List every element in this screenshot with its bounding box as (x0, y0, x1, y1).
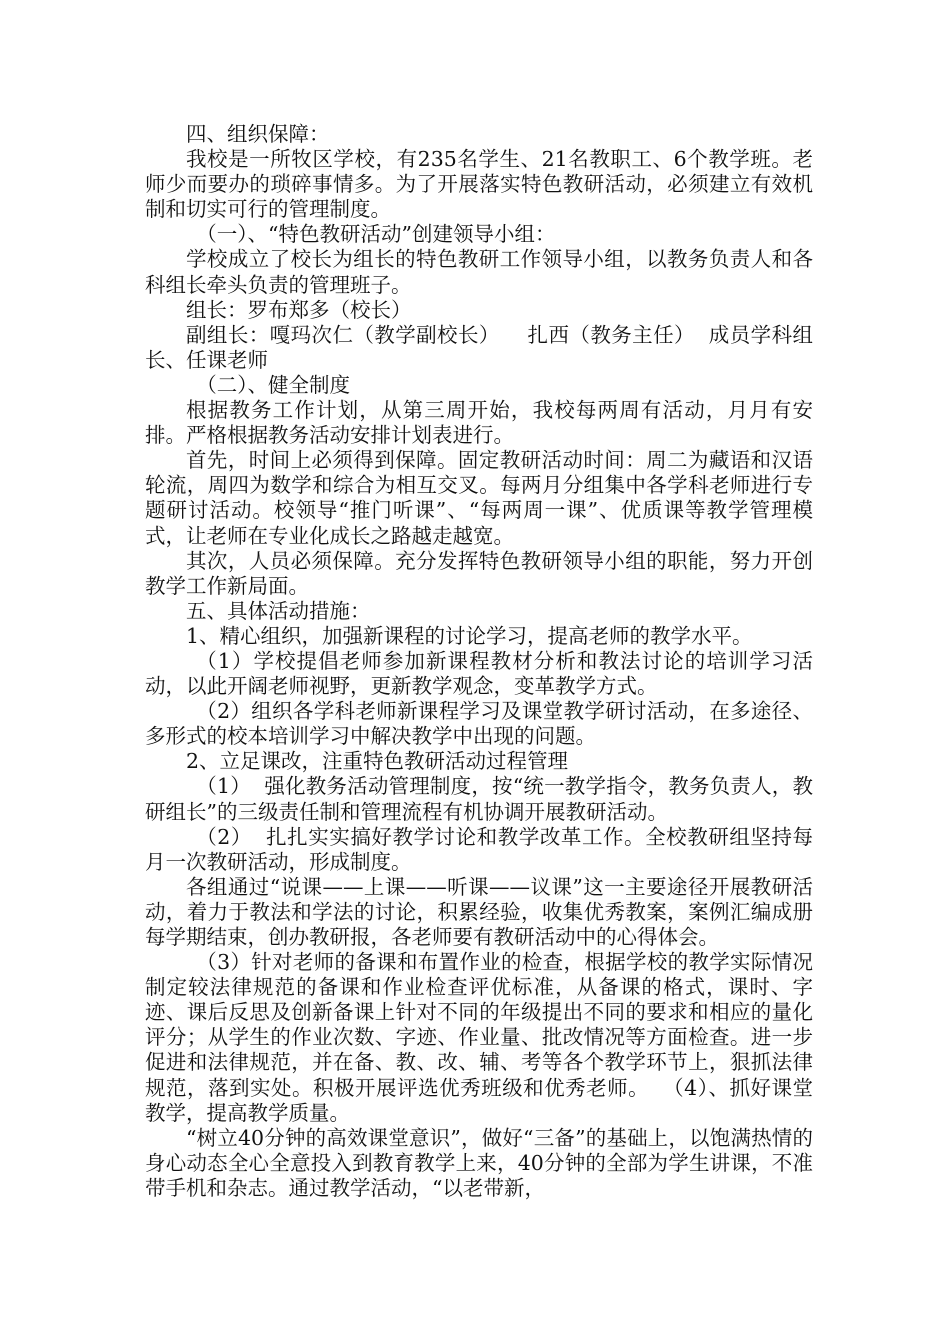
paragraph-work-plan: 根据教务工作计划，从第三周开始，我校每两周有活动，月月有安排。严格根据教务活动安排计划表进行。 (145, 398, 813, 448)
paragraph-group-leader: 组长：罗布郑多（校长） (186, 297, 412, 322)
paragraph-deputy-leader: 副组长：嘎玛次仁（教学副校长） 扎西（教务主任） 成员学科组长、任课老师 (145, 322, 813, 372)
paragraph-leadership-group: 学校成立了校长为组长的特色教研工作领导小组，以教务负责人和各科组长牵头负责的管理班子。 (145, 247, 813, 297)
paragraph-measure-2-item-2: （2） 扎扎实实搞好教学讨论和教学改革工作。全校教研组坚持每月一次教研活动，形成制度。 (145, 824, 813, 874)
heading-organization-guarantee: 四、组织保障： (186, 122, 330, 146)
paragraph-measure-2-item-3: （3）针对老师的备课和布置作业的检查，根据学校的教学实际情况制定较法律规范的备课和作业检查评优标准，从备课的格式，课时、字迹、课后反思及创新备课上针对不同的年级提出不同的要求和相应的量化评分；从学生的作业次数、字迹、作业量、批改情况等方面检查。进一步促进和法律规范，并在备、教、改、辅、考等各个教学环节上，狠抓法律规范，落到实处。积极开展评选优秀班级和优秀老师。 （4）、抓好课堂教学，提高教学质量。 (145, 950, 813, 1125)
paragraph-measure-1: 1、精心组织，加强新课程的讨论学习，提高老师的教学水平。 (186, 623, 753, 648)
heading-specific-measures: 五、具体活动措施： (186, 598, 371, 623)
paragraph-time-guarantee: 首先，时间上必须得到保障。固定教研活动时间：周二为藏语和汉语轮流，周四为数学和综合为相互交叉。每两月分组集中各学科老师进行专题研讨活动。校领导“推门听课”、“每两周一课”、优质课等教学管理模式，让老师在专业化成长之路越走越宽。 (145, 448, 813, 548)
paragraph-staff-guarantee: 其次，人员必须保障。充分发挥特色教研领导小组的职能，努力开创教学工作新局面。 (145, 548, 813, 598)
paragraph-measure-2-item-1: （1） 强化教务活动管理制度，按“统一教学指令，教务负责人，教研组长”的三级责任制和管理流程有机协调开展教研活动。 (145, 774, 813, 824)
paragraph-lesson-process: 各组通过“说课——上课——听课——议课”这一主要途径开展教研活动，着力于教法和学法的讨论，积累经验，收集优秀教案，案例汇编成册每学期结束，创办教研报，各老师要有教研活动中的心得体会。 (145, 874, 813, 949)
paragraph-school-overview: 我校是一所牧区学校，有235名学生、21名教职工、6个教学班。老师少而要办的琐碎事情多。为了开展落实特色教研活动，必须建立有效机制和切实可行的管理制度。 (145, 147, 813, 222)
paragraph-efficient-classroom: “树立40分钟的高效课堂意识”，做好“三备”的基础上，以饱满热情的身心动态全心全意投入到教育教学上来，40分钟的全部为学生讲课，不准带手机和杂志。通过教学活动，“以老带新， (145, 1125, 813, 1200)
paragraph-measure-2: 2、立足课改，注重特色教研活动过程管理 (186, 749, 569, 774)
document-body (145, 122, 813, 1201)
subheading-leadership-group: （一）、“特色教研活动”创建领导小组： (196, 222, 556, 247)
paragraph-measure-1-item-2: （2）组织各学科老师新课程学习及课堂教学研讨活动，在多途径、多形式的校本培训学习中解决教学中出现的问题。 (145, 699, 813, 749)
subheading-sound-system: （二）、健全制度 (196, 372, 350, 397)
paragraph-measure-1-item-1: （1）学校提倡老师参加新课程教材分析和教法讨论的培训学习活动，以此开阔老师视野，更新教学观念，变革教学方式。 (145, 648, 813, 699)
